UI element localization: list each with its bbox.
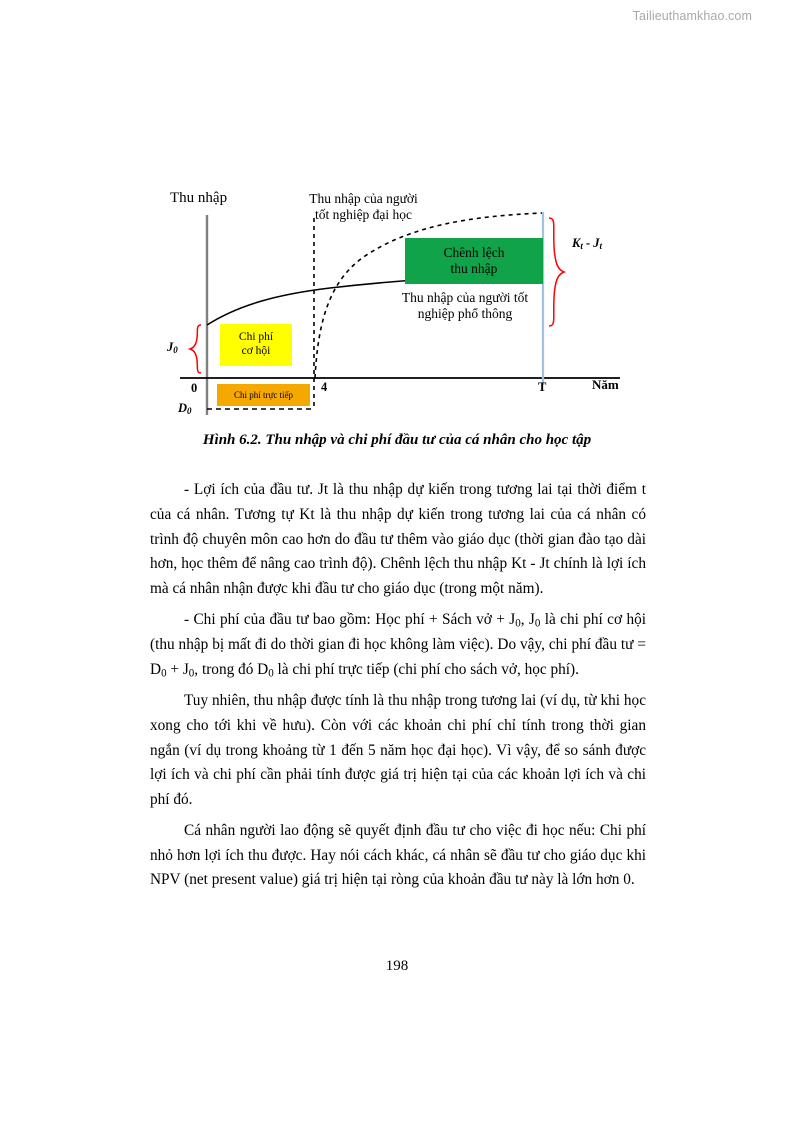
body-text [150,478,646,894]
highschool-curve-label-line1: Thu nhập của người tốt [401,290,529,305]
kt-jt-separator: - J [582,236,600,250]
origin-tick-label: 0 [191,381,198,395]
college-curve-label [296,191,431,222]
income-gap-box [405,238,543,284]
j0-label [167,340,178,355]
figure-caption: Hình 6.2. Thu nhập và chi phí đầu tư của cá nhân cho học tập [202,432,592,448]
kt-jt-label [572,236,602,251]
paragraph-1: - Lợi ích của đầu tư. Jt là thu nhập dự kiến trong tương lai tại thời điểm t của cá nhân. Tương tự Kt là thu nhập dự kiến trong tương lai của cá nhân có trình độ chuyên môn cao hơn do đầu tư thêm vào giáo dục (thời gian đào tạo dài hơn, học thêm để nâng cao trình độ). Chênh lệch thu nhập Kt - Jt chính là lợi ích mà cá nhân nhận được khi đầu tư cho giáo dục (trong một năm). [150,481,646,598]
direct-cost-box [217,384,310,406]
college-curve-label-line1: Thu nhập của người [309,191,418,206]
paragraph-4: Cá nhân người lao động sẽ quyết định đầu tư cho việc đi học nếu: Chi phí nhỏ hơn lợi ích thu được. Hay nói cách khác, cá nhân sẽ đầu tư cho giáo dục khi NPV (net present value) giá trị hiện tại ròng của khoản đầu tư này là lớn hơn 0. [150,821,646,889]
highschool-curve-label-line2: nghiệp phổ thông [417,305,513,321]
paragraph-2: - Chi phí của đầu tư bao gồm: Học phí + Sách vở + $J_0$, $J_0$ là chi phí cơ hội (thu nhập bị mất đi do thời gian đi học không làm việc). Do vậy, chi phí đầu tư = $D_0 + J_0$, trong đó $D_0$ là chi phí trực tiếp (chi phí cho sách vở, học phí). [150,610,646,680]
year-t-tick-label: T [538,380,547,394]
income-gap-line2: thu nhập [450,261,498,276]
opportunity-cost-line1: Chi phí [238,331,274,344]
x-axis-unit-label: Năm [592,377,619,392]
d0-label [178,401,192,416]
college-curve-label-line2: tốt nghiệp đại học [314,206,413,222]
highschool-curve-label [385,290,545,321]
page-number: 198 [385,958,409,974]
d0-subscript: 0 [187,405,192,416]
direct-cost-label: Chi phí trực tiếp [233,389,294,400]
paragraph-3: Tuy nhiên, thu nhập được tính là thu nhập trong tương lai (ví dụ, từ khi học xong cho tới khi về hưu). Còn với các khoản chi phí chỉ tính trong thời gian ngắn (ví dụ trong khoảng từ 1 đến 5 năm học đại học). Vì vậy, để so sánh được lợi ích và chi phí cần phải tính được giá trị hiện tại của các khoản lợi ích và chi phí đó. [150,692,646,809]
year4-tick-label: 4 [321,380,328,394]
j0-symbol: J [167,340,174,354]
kt-subscript: t [580,240,583,251]
kt-symbol: K [572,236,581,250]
opportunity-cost-box [220,324,292,366]
y-axis-title: Thu nhập [170,190,228,206]
income-gap-line1: Chênh lệch [443,245,505,261]
site-watermark: Tailieuthamkhao.com [632,9,752,23]
kt-jt-brace [549,218,564,326]
figure-income-cost-diagram [0,170,794,420]
jt-subscript: t [599,240,603,251]
j0-brace [190,325,201,373]
d0-symbol: D [178,401,188,415]
opportunity-cost-line2: cơ hội [241,345,271,357]
j0-subscript: 0 [173,344,178,355]
